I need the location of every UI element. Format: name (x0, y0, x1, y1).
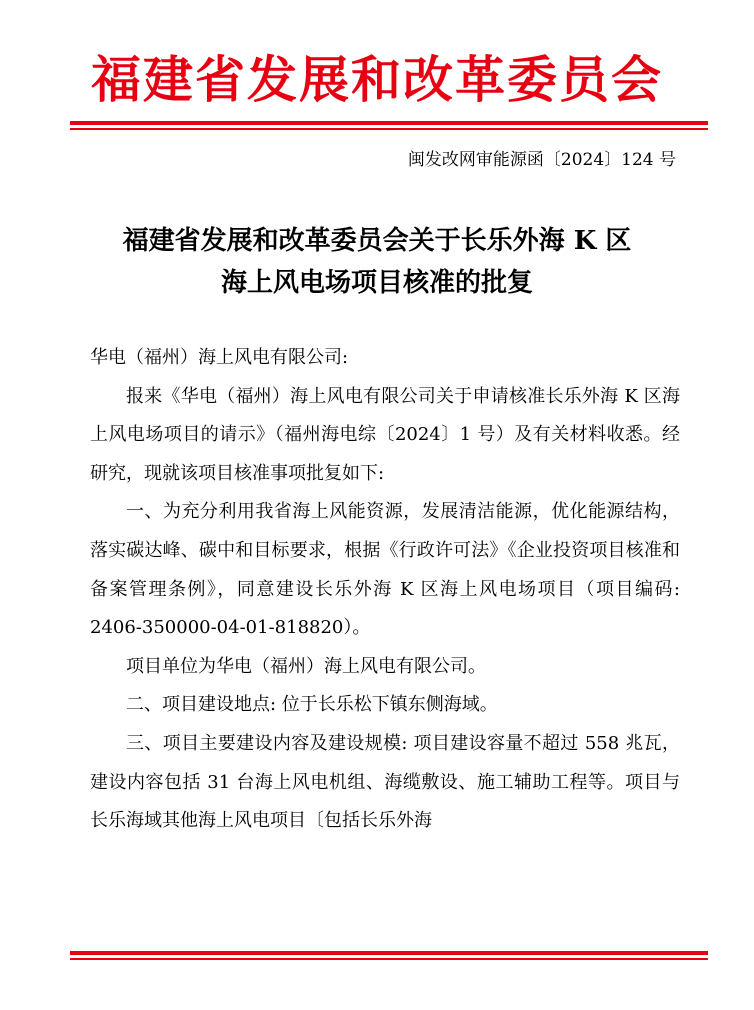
title-line-1: 福建省发展和改革委员会关于长乐外海 K 区 (122, 226, 632, 256)
paragraph-item-1: 一、为充分利用我省海上风能资源，发展清洁能源，优化能源结构，落实碳达峰、碳中和目标要求，根据《行政许可法》《企业投资项目核准和备案管理条例》，同意建设长乐外海 K 区海上风电场项目（项目编码: 2406-350000-04-01-818820）。 (90, 501, 680, 639)
document-title (0, 220, 754, 304)
footer-rule-thick (70, 951, 708, 955)
salutation: 华电（福州）海上风电有限公司: (90, 347, 349, 368)
header-rule-thick (70, 121, 708, 125)
paragraph-item-2: 二、项目建设地点: 位于长乐松下镇东侧海域。 (126, 694, 498, 716)
paragraph-intro: 报来《华电（福州）海上风电有限公司关于申请核准长乐外海 K 区海上风电场项目的请示》（福州海电综〔2024〕1 号）及有关材料收悉。经研究，现就该项目核准事项批复如下: (90, 385, 680, 484)
issuer-masthead: 福建省发展和改革委员会 (91, 50, 663, 109)
paragraph-project-unit: 项目单位为华电（福州）海上风电有限公司。 (126, 655, 486, 677)
header-rule-thin (70, 128, 708, 130)
title-line-2: 海上风电场项目核准的批复 (220, 268, 533, 298)
footer-rule-thin (70, 958, 708, 960)
document-number: 闽发改网审能源函〔2024〕124 号 (407, 150, 676, 170)
document-body (90, 339, 680, 841)
paragraph-item-3: 三、项目主要建设内容及建设规模: 项目建设容量不超过 558 兆瓦，建设内容包括 31 台海上风电机组、海缆敷设、施工辅助工程等。项目与长乐海域其他海上风电项目〔包括长乐外海 (90, 732, 680, 832)
